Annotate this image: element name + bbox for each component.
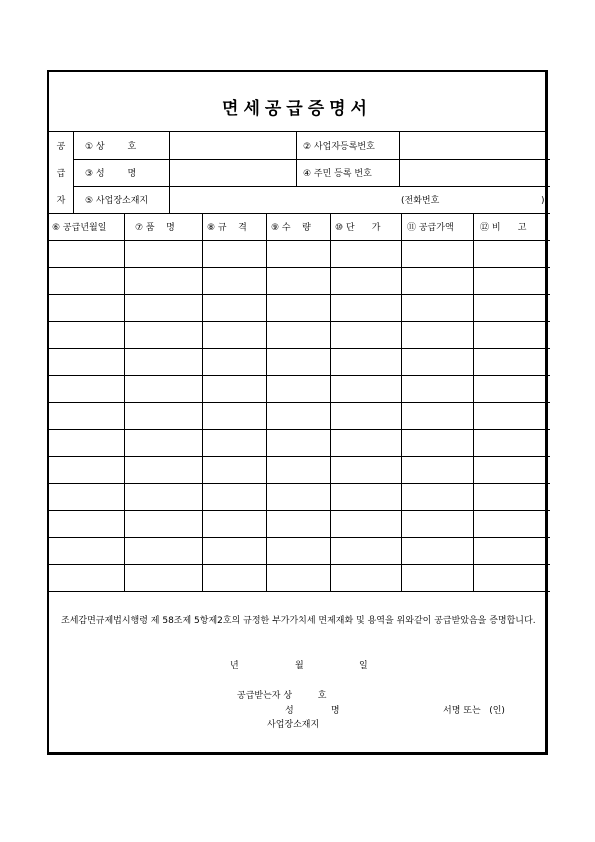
business-address-field[interactable] [170, 187, 400, 212]
column-header-remarks: ⑫ 비 고 [480, 223, 527, 233]
phone-close-paren: ) [541, 196, 545, 206]
resident-reg-number-field[interactable] [400, 160, 548, 185]
business-reg-number-field[interactable] [400, 133, 548, 158]
column-header-supply-amount: ⑪ 공급가액 [407, 223, 454, 233]
business-reg-number-label: ② 사업자등록번호 [303, 142, 375, 152]
column-header-item-name: ⑦ 품 명 [135, 223, 175, 233]
date-day-label: 일 [359, 661, 368, 671]
recipient-name-label: 성 명 [285, 706, 340, 716]
resident-reg-number-label: ④ 주민 등록 번호 [303, 169, 372, 179]
supplier-label-3: 자 [56, 196, 66, 206]
column-header-quantity: ⑨ 수 량 [271, 223, 311, 233]
column-header-unit-price: ⑩ 단 가 [335, 223, 381, 233]
representative-name-field[interactable] [170, 160, 295, 185]
supplier-label-2: 급 [56, 169, 66, 179]
form-title: 면세공급증명서 [222, 99, 372, 119]
tax-exempt-supply-certificate [47, 70, 548, 755]
business-address-label: ⑤ 사업장소재지 [85, 196, 149, 206]
date-month-label: 월 [295, 661, 304, 671]
signature-or-seal-label: 서명 또는 (인) [443, 706, 505, 716]
title-row [49, 72, 545, 132]
business-name-field[interactable] [170, 133, 295, 158]
supplier-label-1: 공 [56, 142, 66, 152]
recipient-business-name-label: 공급받는자 상 호 [237, 691, 327, 701]
column-header-spec: ⑧ 규 격 [207, 223, 247, 233]
certification-statement: 조세감면규제법시행령 제 58조제 5항제2호의 규정한 부가가치세 면제재화 및 용역을 위와같이 공급받았음을 증명합니다. [61, 616, 536, 626]
items-table-grid [49, 213, 550, 593]
column-header-supply-date: ⑥ 공급년월일 [52, 223, 107, 233]
business-name-label: ① 상 호 [85, 142, 137, 152]
recipient-address-label: 사업장소재지 [267, 720, 320, 730]
phone-label: (전화번호 [401, 196, 440, 206]
representative-name-label: ③ 성 명 [85, 169, 137, 179]
divider [73, 132, 74, 213]
date-year-label: 년 [230, 661, 239, 671]
